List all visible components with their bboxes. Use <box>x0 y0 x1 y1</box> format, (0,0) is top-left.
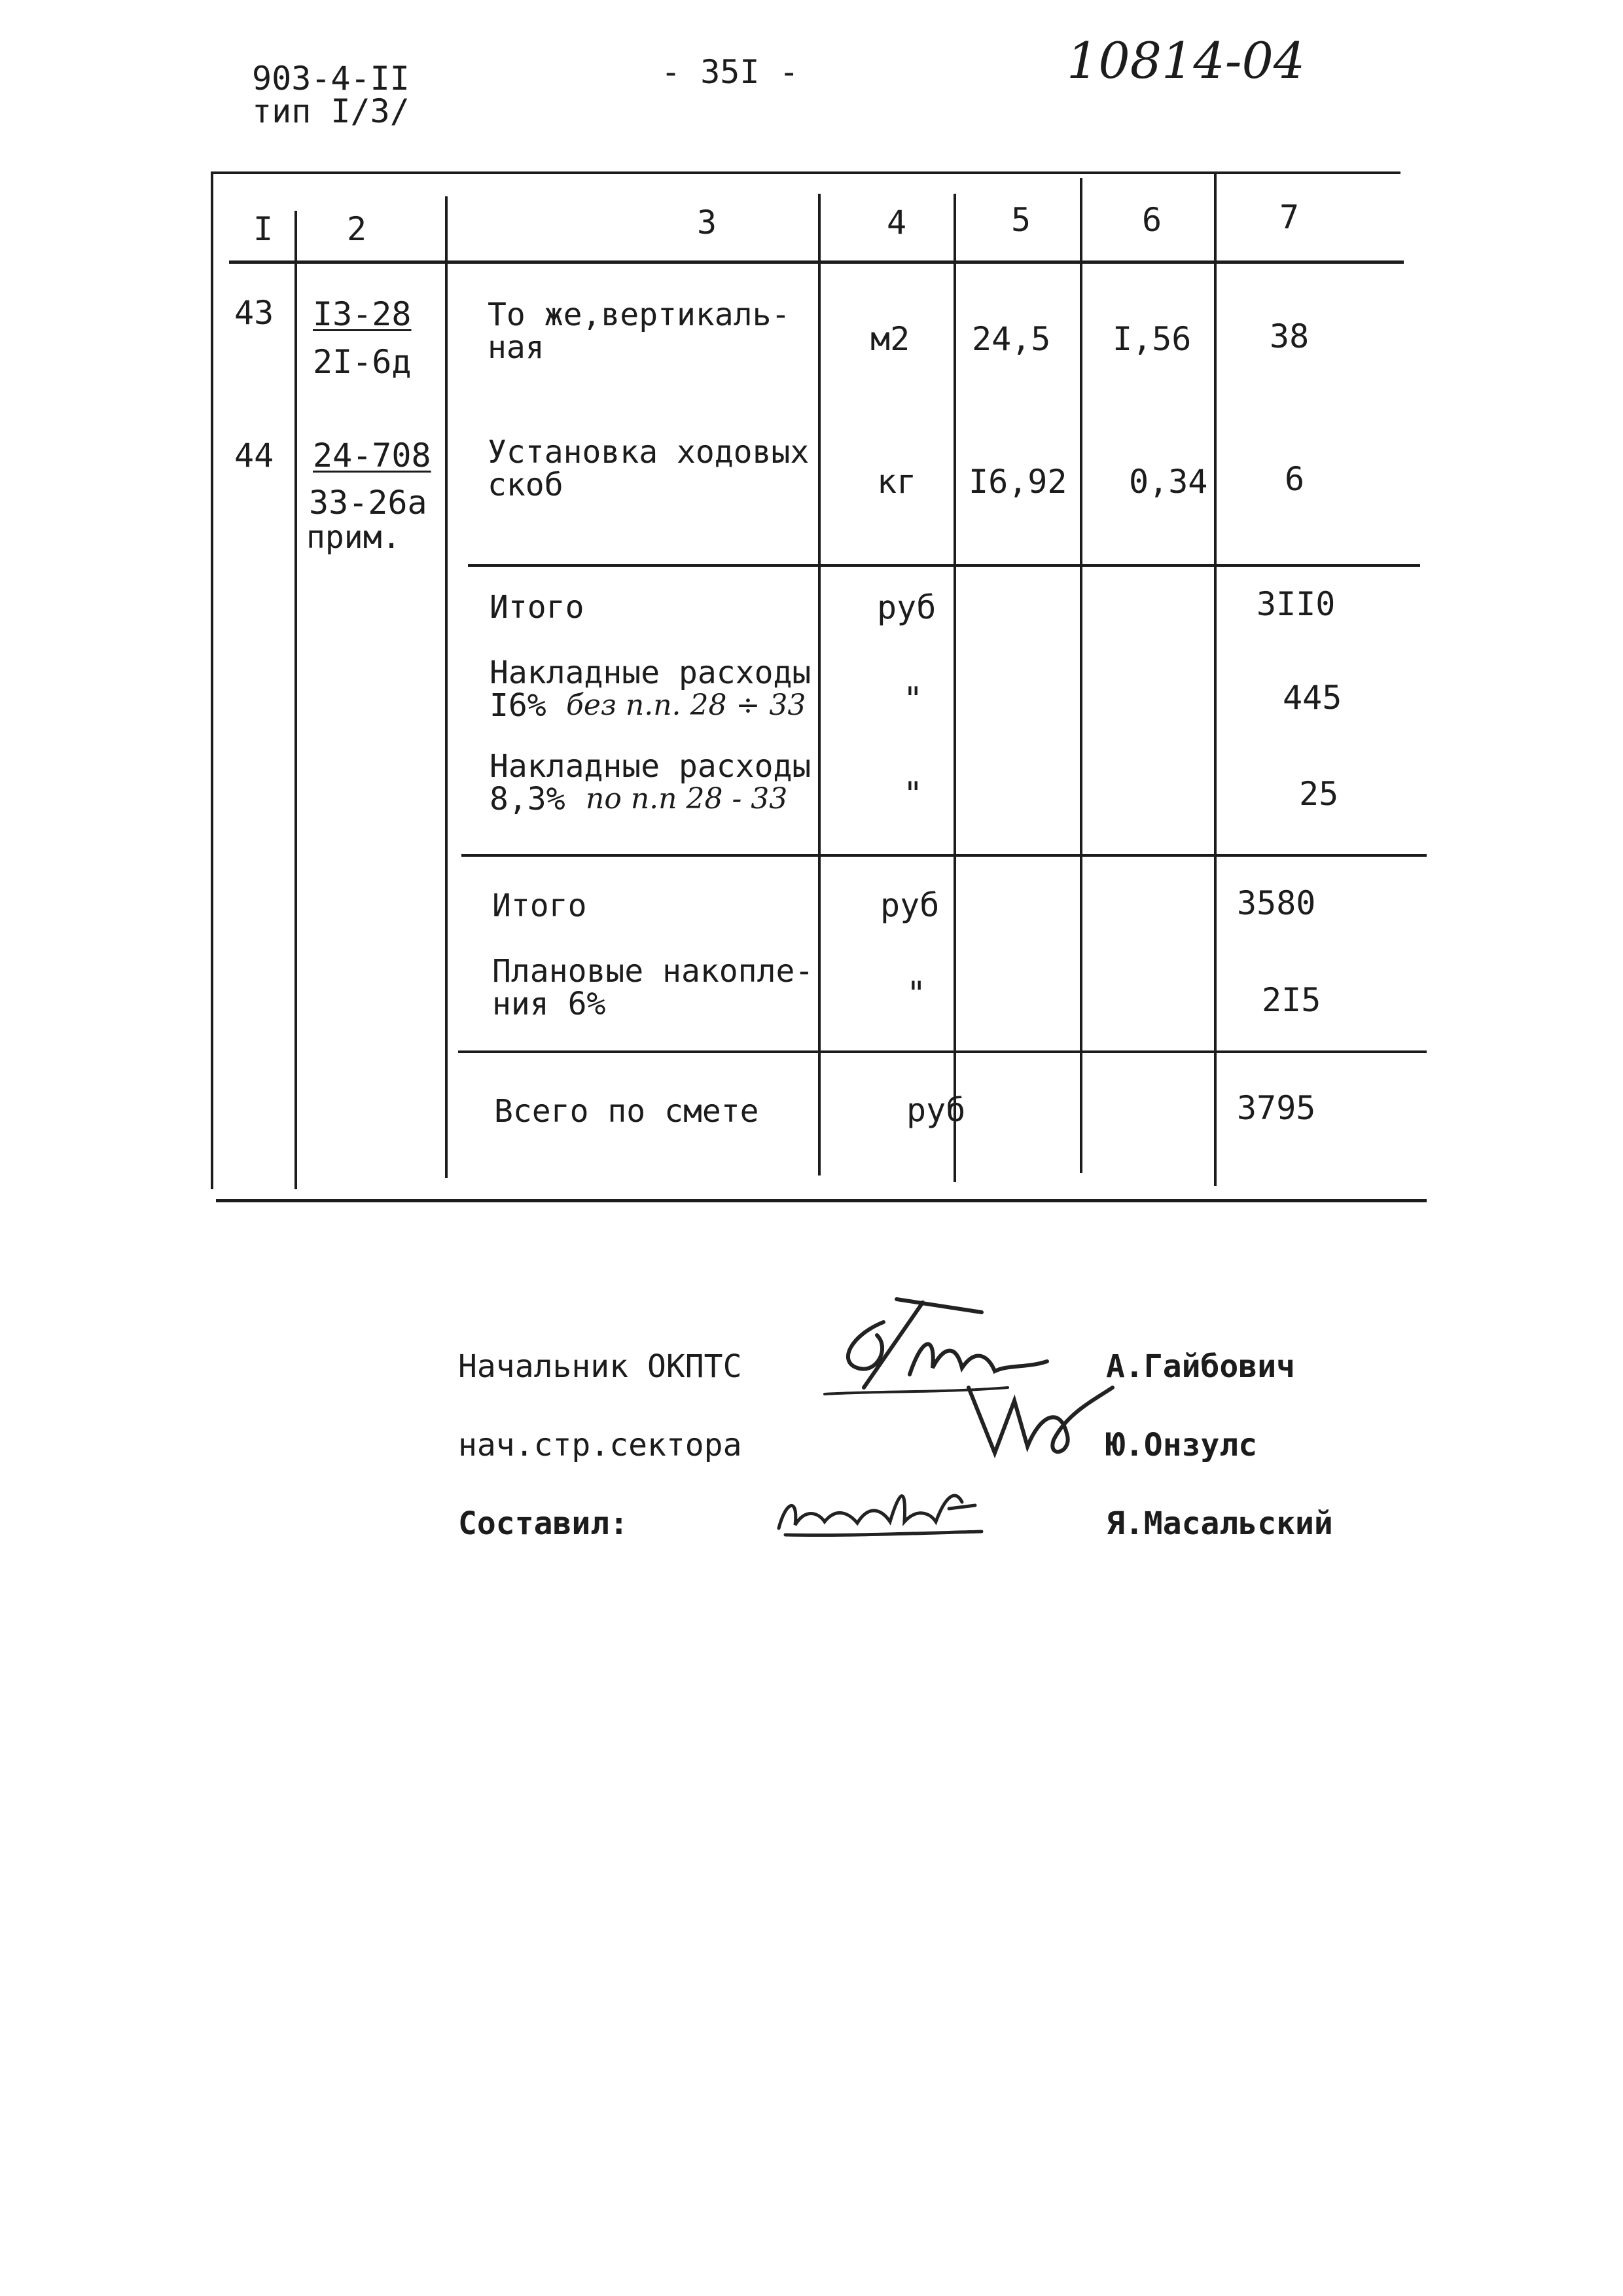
row-divider-2 <box>461 854 1427 857</box>
table-bottom-border <box>216 1199 1427 1202</box>
col-header-5: 5 <box>1010 201 1031 239</box>
row-total: 6 <box>1285 460 1305 498</box>
doc-code: 903-4-II <box>252 60 410 98</box>
header-bottom-border <box>229 260 1404 264</box>
price-reference: 33-26а <box>309 484 427 522</box>
signature-mark-3 <box>766 1476 1001 1548</box>
price-reference: 2I-6д <box>313 343 412 381</box>
signatory-role: нач.стр.сектора <box>458 1427 742 1463</box>
quantity: 24,5 <box>972 320 1051 358</box>
grand-total-label: Всего по смете <box>494 1093 759 1130</box>
norm-reference: 24-708 <box>313 437 431 475</box>
col-line-5 <box>1080 178 1082 1173</box>
summary-total: 25 <box>1299 775 1339 813</box>
signatory-name: Я.Масальский <box>1106 1505 1333 1542</box>
summary-rate: I6% <box>490 687 546 724</box>
page-number: - 35I - <box>661 53 799 91</box>
col-header-4: 4 <box>886 204 907 242</box>
summary-label: Накладные расходы <box>490 655 812 691</box>
col-header-2: 2 <box>346 210 367 248</box>
summary-label: Накладные расходы <box>490 748 812 785</box>
unit-price: I,56 <box>1113 320 1192 358</box>
row-number: 44 <box>234 437 274 475</box>
signature-mark-2 <box>955 1374 1126 1473</box>
summary-total: 445 <box>1283 679 1342 717</box>
work-description-cont: скоб <box>488 467 563 503</box>
signatory-role: Составил: <box>458 1505 629 1542</box>
summary-unit: руб <box>877 588 936 626</box>
col-header-1: I <box>253 210 274 248</box>
norm-reference: I3-28 <box>313 295 412 333</box>
col-line-6 <box>1214 171 1217 1186</box>
table-top-border <box>213 171 1400 174</box>
work-description: Установка ходовых <box>488 434 810 471</box>
summary-rate: 8,3% <box>490 781 565 817</box>
summary-unit-ditto: " <box>903 775 923 813</box>
handwritten-reference-number: 10814-04 <box>1067 31 1306 90</box>
summary-handwritten-note: без п.п. 28 ÷ 33 <box>566 689 806 722</box>
row-number: 43 <box>234 294 274 332</box>
signatory-name: Ю.Онзулс <box>1106 1427 1258 1463</box>
unit: м2 <box>870 320 910 358</box>
row-total: 38 <box>1270 317 1310 355</box>
summary-label: Итого <box>490 589 584 626</box>
summary-total: 3II0 <box>1257 585 1336 623</box>
summary-total: 3580 <box>1237 884 1316 922</box>
grand-total-unit: руб <box>906 1091 966 1129</box>
summary-unit-ditto: " <box>906 975 927 1013</box>
reference-note: прим. <box>306 519 401 556</box>
col-line-4 <box>954 194 956 1182</box>
row-divider-1 <box>468 564 1420 567</box>
summary-total: 2I5 <box>1262 981 1321 1019</box>
work-description-cont: ная <box>488 329 544 366</box>
col-header-3: 3 <box>696 204 717 242</box>
signatory-name: А.Гайбович <box>1106 1348 1295 1385</box>
col-line-1 <box>294 211 297 1189</box>
summary-unit-ditto: " <box>903 680 923 718</box>
col-line-0 <box>211 171 213 1189</box>
summary-unit: руб <box>880 886 940 924</box>
quantity: I6,92 <box>969 463 1067 501</box>
summary-label: Итого <box>492 888 587 924</box>
col-line-3 <box>818 194 821 1175</box>
grand-total-value: 3795 <box>1237 1089 1316 1127</box>
doc-type: тип I/3/ <box>252 92 410 130</box>
col-line-2 <box>445 196 448 1178</box>
unit-price: 0,34 <box>1129 463 1208 501</box>
signatory-role: Начальник ОКПТС <box>458 1348 742 1385</box>
unit: кг <box>877 463 917 501</box>
col-header-7: 7 <box>1279 198 1300 236</box>
summary-label-cont: ния 6% <box>492 986 606 1022</box>
col-header-6: 6 <box>1141 201 1162 239</box>
summary-handwritten-note: по п.п 28 - 33 <box>586 782 788 816</box>
summary-label: Плановые накопле- <box>492 953 814 990</box>
work-description: То же,вертикаль- <box>488 296 791 333</box>
row-divider-3 <box>458 1050 1427 1053</box>
